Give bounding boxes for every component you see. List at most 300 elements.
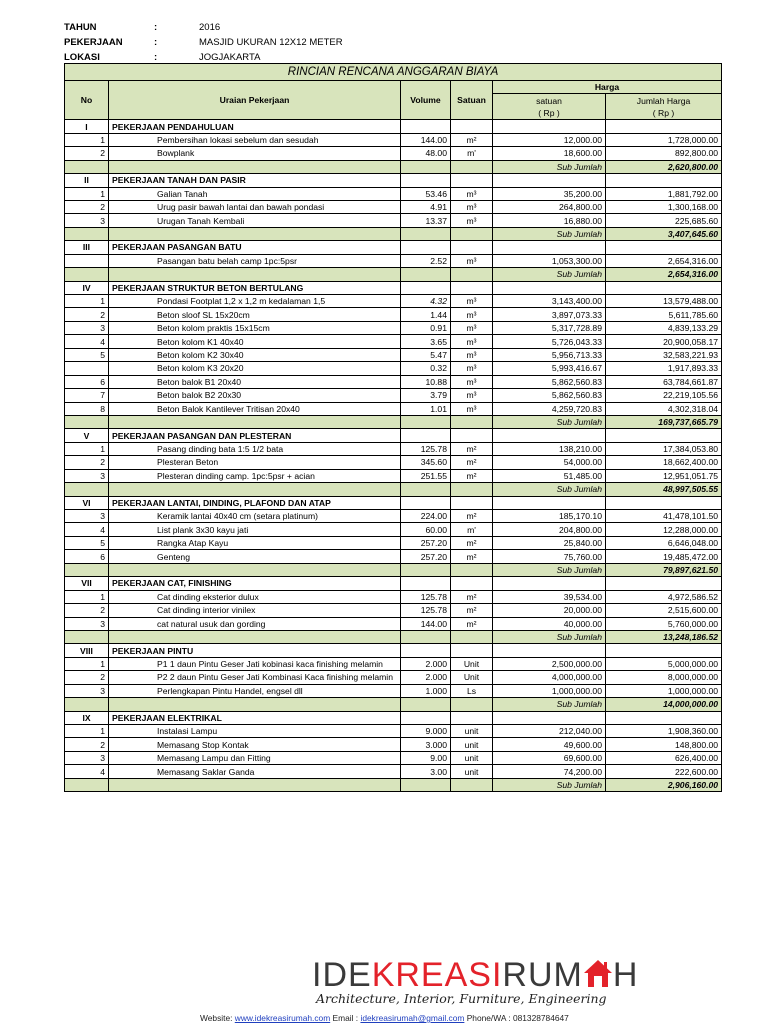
table-row bbox=[65, 738, 722, 751]
item-unit-price: 3,897,073.33 bbox=[493, 308, 606, 321]
subtotal-row bbox=[65, 227, 722, 240]
item-volume: 9.000 bbox=[401, 725, 451, 738]
item-volume: 125.78 bbox=[401, 590, 451, 603]
table-row bbox=[65, 751, 722, 764]
item-number: 1 bbox=[65, 657, 109, 670]
item-unit-price: 185,170.10 bbox=[493, 510, 606, 523]
item-volume: 2.000 bbox=[401, 657, 451, 670]
item-volume: 0.91 bbox=[401, 321, 451, 334]
empty-cell bbox=[451, 281, 493, 294]
empty-cell bbox=[401, 563, 451, 576]
empty-cell bbox=[451, 160, 493, 173]
empty-cell bbox=[451, 429, 493, 442]
col-rp-1: ( Rp ) bbox=[493, 107, 606, 120]
item-description: Perlengkapan Pintu Handel, engsel dll bbox=[109, 684, 401, 697]
item-total: 18,662,400.00 bbox=[606, 456, 722, 469]
item-volume: 224.00 bbox=[401, 510, 451, 523]
empty-cell bbox=[606, 281, 722, 294]
item-description: Galian Tanah bbox=[109, 187, 401, 200]
empty-cell bbox=[451, 496, 493, 509]
empty-cell bbox=[109, 563, 401, 576]
subtotal-label: Sub Jumlah bbox=[493, 778, 606, 791]
item-description: Plesteran Beton bbox=[109, 456, 401, 469]
table-row bbox=[65, 523, 722, 536]
empty-cell bbox=[65, 160, 109, 173]
empty-cell bbox=[401, 227, 451, 240]
item-unit: unit bbox=[451, 765, 493, 778]
section-row bbox=[65, 120, 722, 133]
empty-cell bbox=[401, 120, 451, 133]
empty-cell bbox=[606, 174, 722, 187]
item-volume: 1.44 bbox=[401, 308, 451, 321]
table-row bbox=[65, 254, 722, 267]
item-unit: unit bbox=[451, 738, 493, 751]
item-unit-price: 40,000.00 bbox=[493, 617, 606, 630]
item-unit: m² bbox=[451, 456, 493, 469]
empty-cell bbox=[65, 415, 109, 428]
item-number: 2 bbox=[65, 456, 109, 469]
item-unit: m² bbox=[451, 133, 493, 146]
empty-cell bbox=[451, 778, 493, 791]
item-total: 12,951,051.75 bbox=[606, 469, 722, 482]
item-total: 1,000,000.00 bbox=[606, 684, 722, 697]
item-description: Pondasi Footplat 1,2 x 1,2 m kedalaman 1,5 bbox=[109, 295, 401, 308]
item-description: Memasang Saklar Ganda bbox=[109, 765, 401, 778]
empty-cell bbox=[401, 778, 451, 791]
empty-cell bbox=[401, 160, 451, 173]
subtotal-label: Sub Jumlah bbox=[493, 698, 606, 711]
item-unit-price: 39,534.00 bbox=[493, 590, 606, 603]
item-unit-price: 5,317,728.89 bbox=[493, 321, 606, 334]
website-link[interactable]: www.idekreasirumah.com bbox=[234, 1013, 331, 1023]
email-link[interactable]: idekreasirumah@gmail.com bbox=[360, 1013, 465, 1023]
table-row bbox=[65, 617, 722, 630]
item-number: 5 bbox=[65, 348, 109, 361]
empty-cell bbox=[606, 120, 722, 133]
header-colon: : bbox=[154, 37, 158, 48]
section-number: V bbox=[65, 429, 109, 442]
item-number: 8 bbox=[65, 402, 109, 415]
table-row bbox=[65, 657, 722, 670]
subtotal-label: Sub Jumlah bbox=[493, 483, 606, 496]
item-unit-price: 69,600.00 bbox=[493, 751, 606, 764]
item-volume: 9.00 bbox=[401, 751, 451, 764]
item-total: 12,288,000.00 bbox=[606, 523, 722, 536]
item-volume: 3.00 bbox=[401, 765, 451, 778]
item-total: 2,654,316.00 bbox=[606, 254, 722, 267]
item-total: 4,302,318.04 bbox=[606, 402, 722, 415]
item-total: 892,800.00 bbox=[606, 147, 722, 160]
item-total: 2,515,600.00 bbox=[606, 604, 722, 617]
item-total: 4,972,586.52 bbox=[606, 590, 722, 603]
company-logo bbox=[312, 955, 638, 995]
section-row bbox=[65, 577, 722, 590]
item-volume: 4.32 bbox=[401, 295, 451, 308]
item-number: 3 bbox=[65, 214, 109, 227]
item-volume: 257.20 bbox=[401, 536, 451, 549]
item-description: Cat dinding eksterior dulux bbox=[109, 590, 401, 603]
item-total: 17,384,053.80 bbox=[606, 442, 722, 455]
item-number: 2 bbox=[65, 200, 109, 213]
table-row bbox=[65, 725, 722, 738]
col-volume: Volume bbox=[401, 81, 451, 120]
empty-cell bbox=[451, 268, 493, 281]
empty-cell bbox=[493, 711, 606, 724]
item-unit: m³ bbox=[451, 308, 493, 321]
item-unit-price: 1,053,300.00 bbox=[493, 254, 606, 267]
section-row bbox=[65, 241, 722, 254]
item-volume: 125.78 bbox=[401, 604, 451, 617]
table-row bbox=[65, 321, 722, 334]
item-number: 1 bbox=[65, 725, 109, 738]
empty-cell bbox=[109, 483, 401, 496]
table-row bbox=[65, 604, 722, 617]
subtotal-row bbox=[65, 415, 722, 428]
house-icon bbox=[583, 956, 613, 990]
item-unit-price: 20,000.00 bbox=[493, 604, 606, 617]
empty-cell bbox=[401, 415, 451, 428]
empty-cell bbox=[401, 644, 451, 657]
table-row bbox=[65, 335, 722, 348]
empty-cell bbox=[109, 778, 401, 791]
item-total: 1,300,168.00 bbox=[606, 200, 722, 213]
item-unit: m² bbox=[451, 469, 493, 482]
item-unit: m² bbox=[451, 617, 493, 630]
item-number bbox=[65, 254, 109, 267]
logo-tagline: Architecture, Interior, Furniture, Engineering bbox=[316, 991, 607, 1006]
empty-cell bbox=[401, 698, 451, 711]
item-description: Urugan Tanah Kembali bbox=[109, 214, 401, 227]
item-unit-price: 16,880.00 bbox=[493, 214, 606, 227]
col-uraian: Uraian Pekerjaan bbox=[109, 81, 401, 120]
header-value: JOGJAKARTA bbox=[199, 52, 261, 63]
subtotal-row bbox=[65, 483, 722, 496]
empty-cell bbox=[401, 483, 451, 496]
item-description: Beton balok B2 20x30 bbox=[109, 389, 401, 402]
item-unit: m³ bbox=[451, 348, 493, 361]
section-name: PEKERJAAN PENDAHULUAN bbox=[109, 120, 401, 133]
item-number: 5 bbox=[65, 536, 109, 549]
item-total: 1,917,893.33 bbox=[606, 362, 722, 375]
subtotal-label: Sub Jumlah bbox=[493, 630, 606, 643]
item-unit-price: 4,000,000.00 bbox=[493, 671, 606, 684]
item-unit: m³ bbox=[451, 402, 493, 415]
item-number: 1 bbox=[65, 442, 109, 455]
empty-cell bbox=[451, 174, 493, 187]
item-unit-price: 74,200.00 bbox=[493, 765, 606, 778]
item-description: Beton kolom K2 30x40 bbox=[109, 348, 401, 361]
header-row bbox=[64, 35, 724, 50]
empty-cell bbox=[65, 563, 109, 576]
item-number: 2 bbox=[65, 671, 109, 684]
item-unit-price: 12,000.00 bbox=[493, 133, 606, 146]
section-row bbox=[65, 281, 722, 294]
item-total: 1,728,000.00 bbox=[606, 133, 722, 146]
section-row bbox=[65, 644, 722, 657]
header-value: 2016 bbox=[199, 22, 221, 33]
item-unit: m' bbox=[451, 523, 493, 536]
empty-cell bbox=[65, 227, 109, 240]
empty-cell bbox=[451, 711, 493, 724]
section-name: PEKERJAAN PINTU bbox=[109, 644, 401, 657]
item-description: Memasang Stop Kontak bbox=[109, 738, 401, 751]
col-rp-2: ( Rp ) bbox=[606, 107, 722, 120]
header-colon: : bbox=[154, 22, 158, 33]
header-value: MASJID UKURAN 12X12 METER bbox=[199, 37, 343, 48]
item-number: 2 bbox=[65, 604, 109, 617]
subtotal-row bbox=[65, 698, 722, 711]
col-harga-satuan: satuan bbox=[493, 94, 606, 107]
subtotal-value: 79,897,621.50 bbox=[606, 563, 722, 576]
empty-cell bbox=[493, 281, 606, 294]
empty-cell bbox=[401, 268, 451, 281]
item-unit: m³ bbox=[451, 254, 493, 267]
col-no: No bbox=[65, 81, 109, 120]
table-row bbox=[65, 375, 722, 388]
item-description: Memasang Lampu dan Fitting bbox=[109, 751, 401, 764]
item-number: 2 bbox=[65, 738, 109, 751]
table-row bbox=[65, 671, 722, 684]
item-total: 5,000,000.00 bbox=[606, 657, 722, 670]
item-unit: m' bbox=[451, 147, 493, 160]
item-description: Keramik lantai 40x40 cm (setara platinum) bbox=[109, 510, 401, 523]
item-description: Pembersihan lokasi sebelum dan sesudah bbox=[109, 133, 401, 146]
item-total: 5,760,000.00 bbox=[606, 617, 722, 630]
item-volume: 125.78 bbox=[401, 442, 451, 455]
item-unit-price: 54,000.00 bbox=[493, 456, 606, 469]
item-volume: 2.000 bbox=[401, 671, 451, 684]
item-number: 1 bbox=[65, 187, 109, 200]
section-number: IX bbox=[65, 711, 109, 724]
item-total: 32,583,221.93 bbox=[606, 348, 722, 361]
header-label: TAHUN bbox=[64, 22, 97, 33]
item-number: 1 bbox=[65, 295, 109, 308]
item-unit: m³ bbox=[451, 335, 493, 348]
table-row bbox=[65, 550, 722, 563]
item-unit: m² bbox=[451, 604, 493, 617]
col-jumlah-harga: Jumlah Harga bbox=[606, 94, 722, 107]
subtotal-value: 2,654,316.00 bbox=[606, 268, 722, 281]
item-unit: m³ bbox=[451, 200, 493, 213]
table-row bbox=[65, 389, 722, 402]
item-total: 8,000,000.00 bbox=[606, 671, 722, 684]
table-row bbox=[65, 362, 722, 375]
empty-cell bbox=[401, 241, 451, 254]
subtotal-value: 2,620,800.00 bbox=[606, 160, 722, 173]
item-number: 3 bbox=[65, 469, 109, 482]
table-row bbox=[65, 187, 722, 200]
empty-cell bbox=[606, 241, 722, 254]
item-volume: 60.00 bbox=[401, 523, 451, 536]
item-total: 225,685.60 bbox=[606, 214, 722, 227]
item-total: 148,800.00 bbox=[606, 738, 722, 751]
subtotal-label: Sub Jumlah bbox=[493, 268, 606, 281]
document-header bbox=[64, 20, 724, 65]
item-unit-price: 4,259,720.83 bbox=[493, 402, 606, 415]
header-row bbox=[64, 20, 724, 35]
logo-text-rum: RUM bbox=[502, 956, 583, 994]
item-unit: unit bbox=[451, 751, 493, 764]
empty-cell bbox=[493, 644, 606, 657]
item-volume: 257.20 bbox=[401, 550, 451, 563]
item-total: 22,219,105.56 bbox=[606, 389, 722, 402]
section-number: VII bbox=[65, 577, 109, 590]
section-number: II bbox=[65, 174, 109, 187]
item-volume: 2.52 bbox=[401, 254, 451, 267]
item-number: 2 bbox=[65, 147, 109, 160]
item-unit-price: 5,993,416.67 bbox=[493, 362, 606, 375]
item-total: 626,400.00 bbox=[606, 751, 722, 764]
item-number: 4 bbox=[65, 523, 109, 536]
item-total: 6,646,048.00 bbox=[606, 536, 722, 549]
item-description: Genteng bbox=[109, 550, 401, 563]
subtotal-row bbox=[65, 160, 722, 173]
table-row bbox=[65, 214, 722, 227]
table-row bbox=[65, 402, 722, 415]
item-unit-price: 35,200.00 bbox=[493, 187, 606, 200]
section-number: III bbox=[65, 241, 109, 254]
item-unit: m³ bbox=[451, 389, 493, 402]
item-unit-price: 18,600.00 bbox=[493, 147, 606, 160]
item-unit: unit bbox=[451, 725, 493, 738]
empty-cell bbox=[493, 241, 606, 254]
item-unit-price: 212,040.00 bbox=[493, 725, 606, 738]
section-number: VI bbox=[65, 496, 109, 509]
logo-text-kreasi: KREASI bbox=[371, 956, 503, 994]
table-row bbox=[65, 536, 722, 549]
table-title: RINCIAN RENCANA ANGGARAN BIAYA bbox=[65, 64, 722, 81]
subtotal-value: 13,248,186.52 bbox=[606, 630, 722, 643]
empty-cell bbox=[451, 483, 493, 496]
item-number: 3 bbox=[65, 751, 109, 764]
item-volume: 5.47 bbox=[401, 348, 451, 361]
empty-cell bbox=[65, 778, 109, 791]
empty-cell bbox=[493, 577, 606, 590]
empty-cell bbox=[65, 483, 109, 496]
item-description: Beton Balok Kantilever Tritisan 20x40 bbox=[109, 402, 401, 415]
item-unit-price: 5,862,560.83 bbox=[493, 375, 606, 388]
item-description: List plank 3x30 kayu jati bbox=[109, 523, 401, 536]
empty-cell bbox=[451, 563, 493, 576]
empty-cell bbox=[451, 227, 493, 240]
item-unit: m³ bbox=[451, 214, 493, 227]
item-unit: m³ bbox=[451, 375, 493, 388]
item-unit: m² bbox=[451, 510, 493, 523]
empty-cell bbox=[401, 281, 451, 294]
item-unit: m³ bbox=[451, 187, 493, 200]
item-unit-price: 5,956,713.33 bbox=[493, 348, 606, 361]
item-volume: 1.000 bbox=[401, 684, 451, 697]
section-number: VIII bbox=[65, 644, 109, 657]
table-row bbox=[65, 147, 722, 160]
empty-cell bbox=[493, 174, 606, 187]
item-unit: Unit bbox=[451, 671, 493, 684]
item-total: 1,881,792.00 bbox=[606, 187, 722, 200]
item-description: cat natural usuk dan gording bbox=[109, 617, 401, 630]
empty-cell bbox=[606, 496, 722, 509]
empty-cell bbox=[65, 630, 109, 643]
subtotal-row bbox=[65, 563, 722, 576]
table-row bbox=[65, 684, 722, 697]
item-number: 1 bbox=[65, 590, 109, 603]
item-unit: m² bbox=[451, 590, 493, 603]
col-harga: Harga bbox=[493, 81, 722, 94]
empty-cell bbox=[109, 415, 401, 428]
table-row bbox=[65, 133, 722, 146]
item-description: Plesteran dinding camp. 1pc:5psr + acian bbox=[109, 469, 401, 482]
table-row bbox=[65, 469, 722, 482]
table-body bbox=[65, 120, 722, 792]
email-label: Email : bbox=[332, 1013, 359, 1023]
section-name: PEKERJAAN PASANGAN DAN PLESTERAN bbox=[109, 429, 401, 442]
item-unit: m² bbox=[451, 550, 493, 563]
section-number: IV bbox=[65, 281, 109, 294]
header-label: PEKERJAAN bbox=[64, 37, 123, 48]
item-total: 63,784,661.87 bbox=[606, 375, 722, 388]
item-total: 13,579,488.00 bbox=[606, 295, 722, 308]
section-name: PEKERJAAN LANTAI, DINDING, PLAFOND DAN ATAP bbox=[109, 496, 401, 509]
item-unit: m³ bbox=[451, 362, 493, 375]
empty-cell bbox=[451, 577, 493, 590]
item-number: 6 bbox=[65, 550, 109, 563]
item-description: Beton sloof SL 15x20cm bbox=[109, 308, 401, 321]
item-volume: 48.00 bbox=[401, 147, 451, 160]
item-volume: 144.00 bbox=[401, 617, 451, 630]
logo-text-h: H bbox=[612, 956, 639, 994]
item-number: 4 bbox=[65, 765, 109, 778]
item-unit: Unit bbox=[451, 657, 493, 670]
table-row bbox=[65, 308, 722, 321]
empty-cell bbox=[451, 630, 493, 643]
item-volume: 53.46 bbox=[401, 187, 451, 200]
item-description: Urug pasir bawah lantai dan bawah pondasi bbox=[109, 200, 401, 213]
empty-cell bbox=[606, 711, 722, 724]
subtotal-value: 2,906,160.00 bbox=[606, 778, 722, 791]
item-number: 3 bbox=[65, 684, 109, 697]
item-description: P1 1 daun Pintu Geser Jati kobinasi kaca finishing melamin bbox=[109, 657, 401, 670]
item-number: 3 bbox=[65, 617, 109, 630]
item-unit-price: 138,210.00 bbox=[493, 442, 606, 455]
item-total: 4,839,133.29 bbox=[606, 321, 722, 334]
item-total: 20,900,058.17 bbox=[606, 335, 722, 348]
empty-cell bbox=[109, 268, 401, 281]
table-row bbox=[65, 348, 722, 361]
item-number: 2 bbox=[65, 308, 109, 321]
table-row bbox=[65, 510, 722, 523]
empty-cell bbox=[606, 577, 722, 590]
empty-cell bbox=[606, 429, 722, 442]
empty-cell bbox=[401, 174, 451, 187]
item-volume: 4.91 bbox=[401, 200, 451, 213]
item-unit-price: 2,500,000.00 bbox=[493, 657, 606, 670]
table-row bbox=[65, 442, 722, 455]
empty-cell bbox=[401, 496, 451, 509]
empty-cell bbox=[493, 429, 606, 442]
section-name: PEKERJAAN CAT, FINISHING bbox=[109, 577, 401, 590]
item-volume: 13.37 bbox=[401, 214, 451, 227]
item-description: Bowplank bbox=[109, 147, 401, 160]
subtotal-value: 14,000,000.00 bbox=[606, 698, 722, 711]
section-name: PEKERJAAN PASANGAN BATU bbox=[109, 241, 401, 254]
table-row bbox=[65, 295, 722, 308]
section-number: I bbox=[65, 120, 109, 133]
empty-cell bbox=[401, 429, 451, 442]
item-volume: 3.65 bbox=[401, 335, 451, 348]
item-description: Instalasi Lampu bbox=[109, 725, 401, 738]
website-label: Website: bbox=[200, 1013, 233, 1023]
item-number: 7 bbox=[65, 389, 109, 402]
item-unit-price: 3,143,400.00 bbox=[493, 295, 606, 308]
